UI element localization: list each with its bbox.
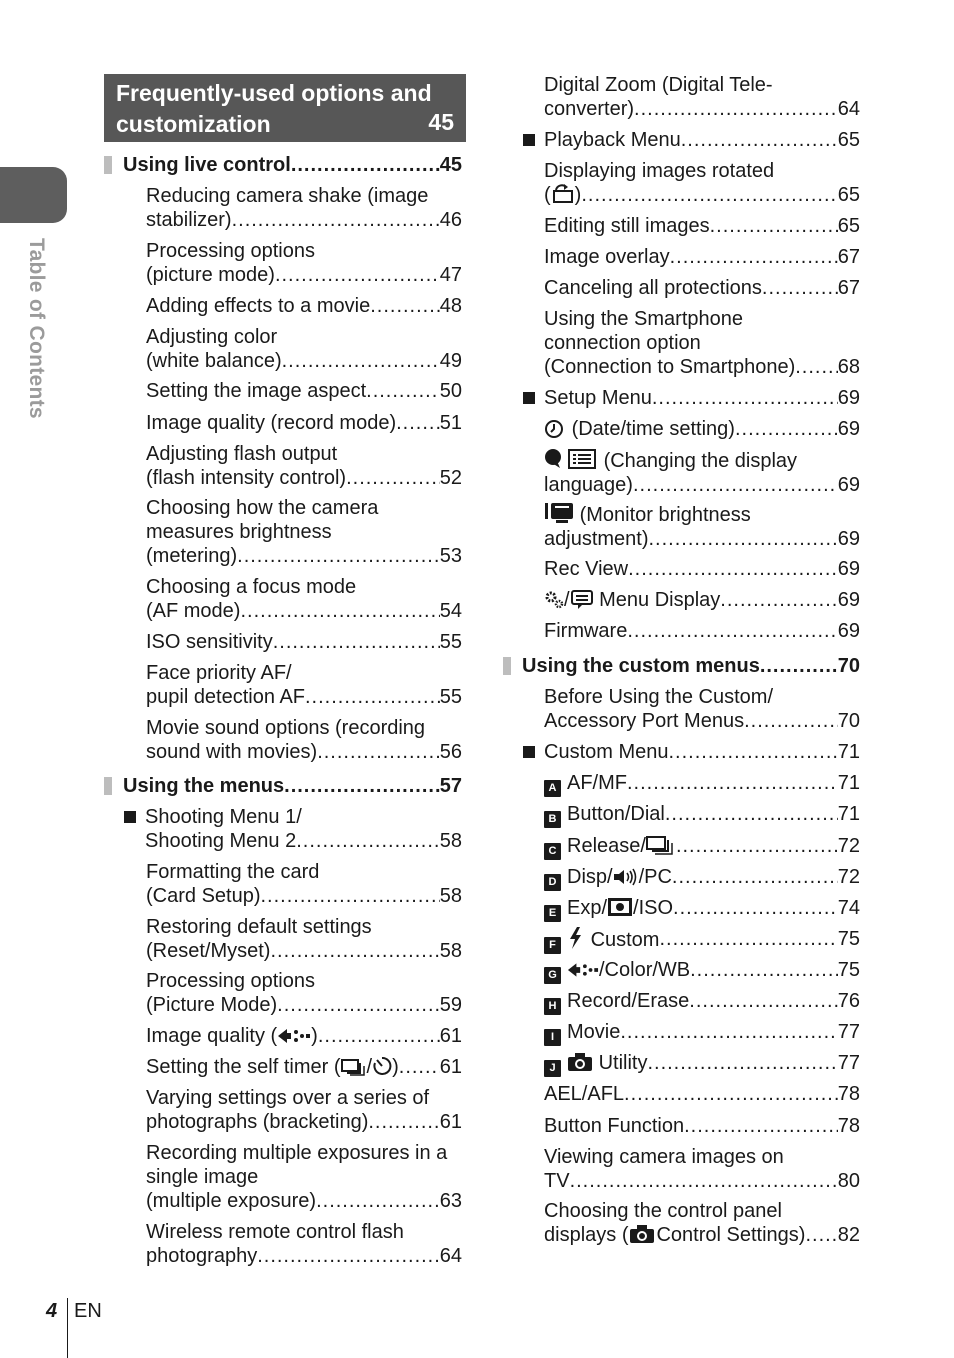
toc-page: 67 xyxy=(837,246,860,268)
toc-page: 54 xyxy=(439,600,462,622)
toc-line: single image xyxy=(146,1166,259,1188)
toc-page: 74 xyxy=(837,897,860,919)
toc-entry[interactable] xyxy=(146,1086,462,1134)
toc-line: (multiple exposure) xyxy=(146,1190,317,1212)
toc-entry[interactable] xyxy=(146,1024,462,1048)
section-header xyxy=(104,74,466,142)
toc-line: Release/ xyxy=(567,835,646,857)
toc-line: Accessory Port Menus xyxy=(544,710,745,732)
custom-menu-b-icon: B xyxy=(544,811,561,828)
toc-page: 76 xyxy=(837,990,860,1012)
toc-page: 56 xyxy=(439,741,462,763)
monitor-brightness-icon xyxy=(544,502,574,524)
bullet-square xyxy=(523,134,535,146)
toc-entry[interactable] xyxy=(146,1220,462,1268)
toc-entry[interactable] xyxy=(146,239,462,287)
toc-entry[interactable] xyxy=(544,417,860,441)
toc-page: 58 xyxy=(439,830,462,852)
clock-icon xyxy=(544,418,566,438)
toc-line: TV xyxy=(544,1170,570,1192)
footer-divider xyxy=(67,1298,68,1358)
toc-page: 68 xyxy=(837,356,860,378)
side-tab-label: Table of Contents xyxy=(25,238,48,419)
toc-entry[interactable] xyxy=(544,588,860,612)
toc-page: 45 xyxy=(439,154,462,176)
toc-line: AEL/AFL xyxy=(544,1083,625,1105)
toc-entry[interactable] xyxy=(146,661,462,709)
toc-line: displays ( xyxy=(544,1224,629,1246)
toc-entry[interactable] xyxy=(146,915,462,963)
page-number: 4 xyxy=(46,1300,58,1322)
toc-entry[interactable] xyxy=(544,502,860,551)
rotate-icon xyxy=(551,184,575,204)
toc-line: ( xyxy=(544,184,551,206)
custom-menu-f-icon: F xyxy=(544,937,561,954)
self-timer-icon xyxy=(372,1056,392,1076)
toc-entry[interactable] xyxy=(544,771,860,797)
toc-line: Adding effects to a movie xyxy=(146,295,371,317)
toc-line: Button/Dial xyxy=(567,803,665,825)
toc-line: pupil detection AF xyxy=(146,686,305,708)
toc-line: Varying settings over a series of xyxy=(146,1087,430,1109)
toc-line: connection option xyxy=(544,332,701,354)
custom-menu-i-icon: I xyxy=(544,1029,561,1046)
toc-page: 69 xyxy=(837,387,860,409)
toc-line: /Color/WB xyxy=(599,959,691,981)
toc-page: 69 xyxy=(837,528,860,550)
toc-line: Processing options xyxy=(146,970,315,992)
toc-entry[interactable] xyxy=(146,860,462,908)
flash-icon xyxy=(567,927,585,949)
toc-line: (Changing the display xyxy=(603,450,798,472)
toc-line: Processing options xyxy=(146,240,315,262)
toc-entry[interactable] xyxy=(544,927,860,954)
toc-line: / xyxy=(564,589,570,611)
toc-title: Using live control xyxy=(123,154,291,176)
toc-line: Image overlay xyxy=(544,246,670,268)
toc-line: (Monitor brightness xyxy=(579,504,751,526)
toc-line: ISO sensitivity xyxy=(146,631,273,653)
toc-entry[interactable] xyxy=(544,1020,860,1046)
custom-menu-d-icon: D xyxy=(544,874,561,891)
toc-line: Using the Smartphone xyxy=(544,308,744,330)
toc-page: 64 xyxy=(439,1245,462,1267)
toc-page: 72 xyxy=(837,835,860,857)
toc-line: Exp/ xyxy=(567,897,608,919)
toc-page: 61 xyxy=(439,1025,462,1047)
toc-line: (Card Setup) xyxy=(146,885,261,907)
toc-line: Setting the self timer ( xyxy=(146,1056,341,1078)
toc-entry[interactable] xyxy=(146,496,462,568)
toc-line: Setting the image aspect xyxy=(146,380,367,402)
toc-line: Movie xyxy=(567,1021,621,1043)
bullet-square xyxy=(523,746,535,758)
toc-section-menus[interactable] xyxy=(123,774,462,798)
toc-line: Movie sound options (recording xyxy=(146,717,426,739)
language-label: EN xyxy=(74,1300,102,1322)
section-marker xyxy=(104,156,112,174)
toc-entry[interactable] xyxy=(544,685,860,733)
toc-line: /ISO xyxy=(633,897,674,919)
toc-line: Before Using the Custom/ xyxy=(544,686,773,708)
toc-line: (metering) xyxy=(146,545,238,567)
header-page: 45 xyxy=(428,109,454,135)
toc-page: 72 xyxy=(837,866,860,888)
toc-entry[interactable] xyxy=(544,834,860,860)
toc-line: Restoring default settings xyxy=(146,916,372,938)
toc-line: Choosing a focus mode xyxy=(146,576,357,598)
header-title-line1: Frequently-used options and xyxy=(116,80,432,106)
custom-menu-a-icon: A xyxy=(544,780,561,797)
toc-line: (AF mode) xyxy=(146,600,241,622)
toc-page: 57 xyxy=(439,775,462,797)
toc-page: 70 xyxy=(837,655,860,677)
toc-entry[interactable] xyxy=(544,448,860,497)
toc-line: Menu Display xyxy=(599,589,721,611)
toc-page: 65 xyxy=(837,129,860,151)
toc-entry[interactable] xyxy=(145,805,462,853)
toc-page: 61 xyxy=(439,1056,462,1078)
toc-entry[interactable] xyxy=(544,619,860,643)
toc-entry[interactable] xyxy=(544,1145,860,1193)
language-icon xyxy=(544,448,598,470)
toc-line: Canceling all protections xyxy=(544,277,762,299)
toc-line: Choosing the control panel xyxy=(544,1200,782,1222)
custom-menu-h-icon: H xyxy=(544,998,561,1015)
toc-page: 46 xyxy=(439,209,462,231)
bullet-square xyxy=(124,811,136,823)
toc-entry[interactable] xyxy=(146,969,462,1017)
toc-line: ) xyxy=(574,184,582,206)
toc-section-custom-menus[interactable] xyxy=(522,654,860,678)
toc-page: 53 xyxy=(439,545,462,567)
header-title-line2: customization xyxy=(116,111,271,137)
toc-page: 47 xyxy=(439,264,462,286)
toc-entry[interactable] xyxy=(544,245,860,269)
toc-line: adjustment) xyxy=(544,528,649,550)
toc-line: measures brightness xyxy=(146,521,332,543)
toc-line: Image quality (record mode) xyxy=(146,412,397,434)
toc-entry[interactable] xyxy=(544,865,860,891)
toc-title: Using the custom menus xyxy=(522,655,760,677)
toc-entry[interactable] xyxy=(544,276,860,300)
toc-line: (Connection to Smartphone) xyxy=(544,356,796,378)
toc-page: 51 xyxy=(439,412,462,434)
section-marker xyxy=(503,657,511,675)
camera-icon xyxy=(628,1224,656,1244)
toc-entry[interactable] xyxy=(544,557,860,581)
toc-line: Shooting Menu 2 xyxy=(145,830,297,852)
toc-line: language) xyxy=(544,474,633,496)
custom-menu-e-icon: E xyxy=(544,905,561,922)
section-marker xyxy=(104,777,112,795)
toc-page: 58 xyxy=(439,940,462,962)
toc-line: ) xyxy=(311,1025,318,1047)
toc-line: (Picture Mode) xyxy=(146,994,278,1016)
toc-entry[interactable] xyxy=(544,307,860,379)
sequential-shooting-icon xyxy=(341,1058,367,1076)
toc-page: 71 xyxy=(837,741,860,763)
toc-entry[interactable] xyxy=(146,630,462,654)
toc-entry[interactable] xyxy=(544,1082,860,1106)
toc-line: ) xyxy=(392,1056,399,1078)
toc-line: Formatting the card xyxy=(146,861,320,883)
toc-line: Wireless remote control flash xyxy=(146,1221,404,1243)
toc-page: 61 xyxy=(439,1111,462,1133)
image-quality-icon xyxy=(277,1027,311,1045)
toc-line: Utility xyxy=(598,1052,648,1074)
toc-line: stabilizer) xyxy=(146,209,232,231)
toc-entry[interactable] xyxy=(544,1051,860,1077)
toc-page: 65 xyxy=(837,215,860,237)
toc-line: /PC xyxy=(638,866,672,888)
toc-line: Reducing camera shake (image xyxy=(146,185,429,207)
toc-line: Editing still images xyxy=(544,215,710,237)
toc-page: 77 xyxy=(837,1052,860,1074)
toc-entry[interactable] xyxy=(544,128,860,152)
toc-line: (Date/time setting) xyxy=(571,418,735,440)
toc-entry[interactable] xyxy=(146,1141,462,1213)
toc-line: sound with movies) xyxy=(146,741,318,763)
toc-line: Viewing camera images on xyxy=(544,1146,784,1168)
toc-line: (flash intensity control) xyxy=(146,467,347,489)
toc-line: AF/MF xyxy=(567,772,627,794)
toc-line: Image quality ( xyxy=(146,1025,278,1047)
toc-page: 69 xyxy=(837,589,860,611)
toc-line: (picture mode) xyxy=(146,264,275,286)
toc-page: 63 xyxy=(439,1190,462,1212)
toc-page: 55 xyxy=(439,631,462,653)
toc-entry[interactable] xyxy=(146,442,462,490)
toc-entry[interactable] xyxy=(544,989,860,1015)
toc-entry[interactable] xyxy=(544,740,860,764)
toc-page: 69 xyxy=(837,620,860,642)
toc-line: Button Function xyxy=(544,1115,685,1137)
toc-line: Choosing how the camera xyxy=(146,497,379,519)
toc-line: Digital Zoom (Digital Tele- xyxy=(544,74,773,96)
toc-page: 65 xyxy=(837,184,860,206)
toc-entry[interactable] xyxy=(146,325,462,373)
toc-page: 69 xyxy=(837,558,860,580)
toc-page: 70 xyxy=(837,710,860,732)
toc-section-live-control[interactable] xyxy=(123,153,462,177)
toc-entry[interactable] xyxy=(146,575,462,623)
toc-page: 55 xyxy=(439,686,462,708)
camera-icon xyxy=(567,1052,593,1072)
bullet-square xyxy=(523,392,535,404)
toc-entry[interactable] xyxy=(544,1114,860,1138)
toc-entry[interactable] xyxy=(544,802,860,828)
toc-entry[interactable] xyxy=(544,159,860,207)
toc-page: 77 xyxy=(837,1021,860,1043)
metering-icon xyxy=(607,897,633,917)
toc-line: (Reset/Myset) xyxy=(146,940,271,962)
toc-entry[interactable] xyxy=(146,379,462,403)
toc-line: Setup Menu xyxy=(544,387,652,409)
toc-page: 78 xyxy=(837,1083,860,1105)
toc-line: Recording multiple exposures in a xyxy=(146,1142,448,1164)
toc-line: Disp/ xyxy=(567,866,613,888)
toc-entry[interactable] xyxy=(146,294,462,318)
toc-entry[interactable] xyxy=(544,214,860,238)
side-tab xyxy=(0,167,67,223)
toc-page: 69 xyxy=(837,418,860,440)
toc-page: 69 xyxy=(837,474,860,496)
custom-menu-g-icon: G xyxy=(544,967,561,984)
toc-line: photographs (bracketing) xyxy=(146,1111,369,1133)
toc-title: Using the menus xyxy=(123,775,285,797)
toc-line: (white balance) xyxy=(146,350,282,372)
toc-page: 50 xyxy=(439,380,462,402)
toc-entry[interactable] xyxy=(544,958,860,984)
toc-line: Custom Menu xyxy=(544,741,669,763)
toc-page: 67 xyxy=(837,277,860,299)
toc-page: 49 xyxy=(439,350,462,372)
toc-entry[interactable] xyxy=(544,1199,860,1247)
toc-line: Face priority AF/ xyxy=(146,662,292,684)
toc-entry[interactable] xyxy=(544,386,860,410)
toc-page: 48 xyxy=(439,295,462,317)
toc-line: Shooting Menu 1/ xyxy=(145,806,302,828)
toc-page: 64 xyxy=(837,98,860,120)
beep-sound-icon xyxy=(613,868,639,886)
custom-menu-c-icon: C xyxy=(544,843,561,860)
custom-menu-j-icon: J xyxy=(544,1060,561,1077)
toc-page: 59 xyxy=(439,994,462,1016)
toc-entry[interactable] xyxy=(146,716,462,764)
toc-page: 75 xyxy=(837,959,860,981)
gear-icon xyxy=(544,589,564,609)
toc-line: Adjusting color xyxy=(146,326,278,348)
toc-line: Displaying images rotated xyxy=(544,160,775,182)
toc-page: 75 xyxy=(837,928,860,950)
toc-entry[interactable] xyxy=(544,73,860,121)
toc-line: Control Settings) xyxy=(656,1224,806,1246)
toc-entry[interactable] xyxy=(146,411,462,435)
toc-page: 78 xyxy=(837,1115,860,1137)
toc-line: Record/Erase xyxy=(567,990,690,1012)
toc-line: Rec View xyxy=(544,558,629,580)
toc-line: Adjusting flash output xyxy=(146,443,338,465)
toc-page: 71 xyxy=(837,803,860,825)
toc-page: 82 xyxy=(837,1224,860,1246)
toc-line: photography xyxy=(146,1245,258,1267)
toc-page: 52 xyxy=(439,467,462,489)
toc-line: Playback Menu xyxy=(544,129,681,151)
toc-entry[interactable] xyxy=(146,1055,462,1079)
toc-line: / xyxy=(366,1056,373,1078)
toc-page: 71 xyxy=(837,772,860,794)
toc-entry[interactable] xyxy=(544,896,860,922)
toc-line: converter) xyxy=(544,98,635,120)
sequential-shooting-icon xyxy=(646,835,676,855)
menu-display-icon xyxy=(570,589,594,609)
toc-line: Firmware xyxy=(544,620,628,642)
toc-entry[interactable] xyxy=(146,184,462,232)
image-quality-icon xyxy=(567,961,599,979)
toc-page: 80 xyxy=(837,1170,860,1192)
toc-line: Custom xyxy=(590,929,660,951)
toc-page: 58 xyxy=(439,885,462,907)
